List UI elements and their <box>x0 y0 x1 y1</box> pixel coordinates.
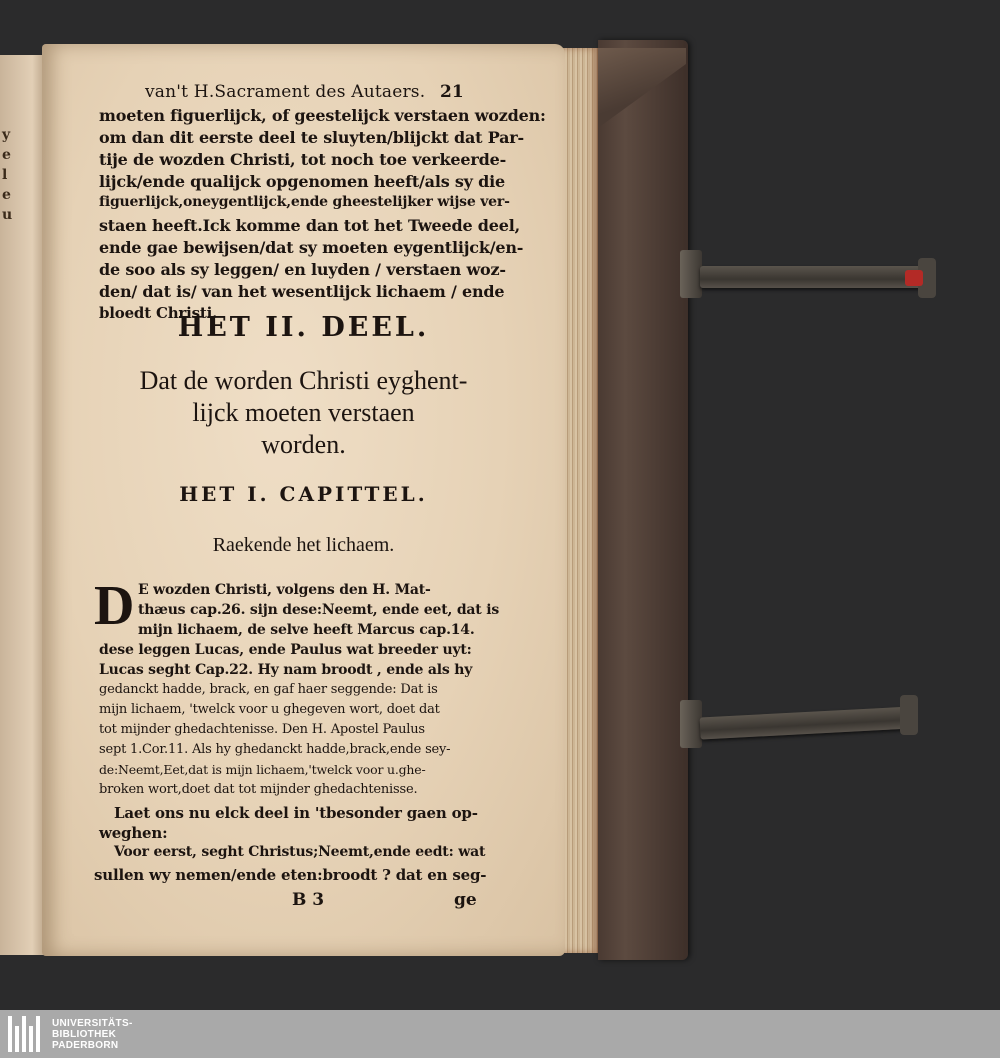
text-line: Voor eerst, seght Christus;Neemt,ende eedt: wat <box>114 844 486 860</box>
left-margin-glyph: y <box>2 127 11 143</box>
page-number: 21 <box>440 82 464 102</box>
text-line: mijn lichaem, 'twelck voor u ghegeven wort, doet dat <box>99 702 440 717</box>
text-line: den/ dat is/ van het wesentlijck lichaem / ende <box>99 282 505 301</box>
library-footer-bar <box>0 1010 1000 1058</box>
text-line: broken wort,doet dat tot mijnder ghedachtenisse. <box>99 782 418 797</box>
text-line: Laet ons nu elck deel in 'tbesonder gaen op- <box>114 804 478 822</box>
left-page-margin-text <box>2 125 22 225</box>
text-line: tot mijnder ghedachtenisse. Den H. Apostel Paulus <box>99 722 425 737</box>
text-line: ende gae bewijsen/dat sy moeten eygentlijck/en- <box>99 238 524 257</box>
running-head: van't H.Sacrament des Autaers. <box>145 82 426 102</box>
text-line: figuerlijck,oneygentlijck,ende gheestelijker wijse ver- <box>99 194 510 210</box>
left-page-edge <box>0 55 47 955</box>
text-line: dese leggen Lucas, ende Paulus wat breeder uyt: <box>99 642 472 658</box>
logo-line: PADERBORN <box>52 1040 119 1051</box>
clasp-red-mark <box>905 270 923 286</box>
text-line: de:Neemt,Eet,dat is mijn lichaem,'twelck voor u.ghe- <box>99 762 426 777</box>
text-line: thæus cap.26. sijn dese:Neemt, ende eet, dat is <box>138 602 500 618</box>
text-line: gedanckt hadde, brack, en gaf haer seggende: Dat is <box>99 682 438 697</box>
text-line: E wozden Christi, volgens den H. Mat- <box>138 582 431 598</box>
logo-line: UNIVERSITÄTS- <box>52 1018 133 1029</box>
part-subtitle-line: Dat de worden Christi eyghent- <box>139 366 468 395</box>
clasp-strap-upper <box>700 266 930 288</box>
clasp-hinge-lower <box>680 700 702 748</box>
text-line: staen heeft.Ick komme dan tot het Tweede deel, <box>99 216 521 235</box>
chapter-subtitle: Raekende het lichaem. <box>212 534 395 556</box>
text-line: sullen wy nemen/ende eten:broodt ? dat en seg- <box>94 866 487 884</box>
text-line: lijck/ende qualijck opgenomen heeft/als sy die <box>99 172 505 191</box>
left-margin-glyph: e <box>2 147 11 163</box>
library-logo-text <box>52 1018 133 1051</box>
part-heading: HET II. DEEL. <box>177 312 430 343</box>
part-subtitle-line: lijck moeten verstaen <box>192 398 415 427</box>
logo-line: BIBLIOTHEK <box>52 1029 117 1040</box>
text-line: moeten figuerlijck, of geestelijck verstaen wozden: <box>99 106 546 125</box>
text-line: tije de wozden Christi, tot noch toe verkeerde- <box>99 150 507 169</box>
drop-cap: D <box>94 575 135 637</box>
clasp-strap-lower <box>700 706 913 739</box>
left-margin-glyph: u <box>2 207 13 223</box>
clasp-hinge-upper <box>680 250 702 298</box>
text-line: Lucas seght Cap.22. Hy nam broodt , ende als hy <box>99 662 473 678</box>
text-line: mijn lichaem, de selve heeft Marcus cap.14. <box>138 622 475 638</box>
catchword: ge <box>454 890 477 910</box>
part-subtitle-line: worden. <box>261 430 346 459</box>
chapter-heading: HET I. CAPITTEL. <box>179 482 428 506</box>
text-line: weghen: <box>99 824 168 842</box>
text-line: sept 1.Cor.11. Als hy ghedanckt hadde,brack,ende sey- <box>99 742 451 757</box>
clasp-end-lower <box>900 695 918 735</box>
library-logo-icon <box>8 1016 44 1052</box>
text-line: de soo als sy leggen/ en luyden / verstaen woz- <box>99 260 506 279</box>
signature-mark: B 3 <box>292 890 325 910</box>
left-margin-glyph: l <box>2 167 8 183</box>
book-page <box>42 44 565 956</box>
text-line: bloedt Christi. <box>99 304 218 322</box>
left-margin-glyph: e <box>2 187 11 203</box>
text-line: om dan dit eerste deel te sluyten/blijckt dat Par- <box>99 128 524 147</box>
book-cover <box>598 40 688 960</box>
